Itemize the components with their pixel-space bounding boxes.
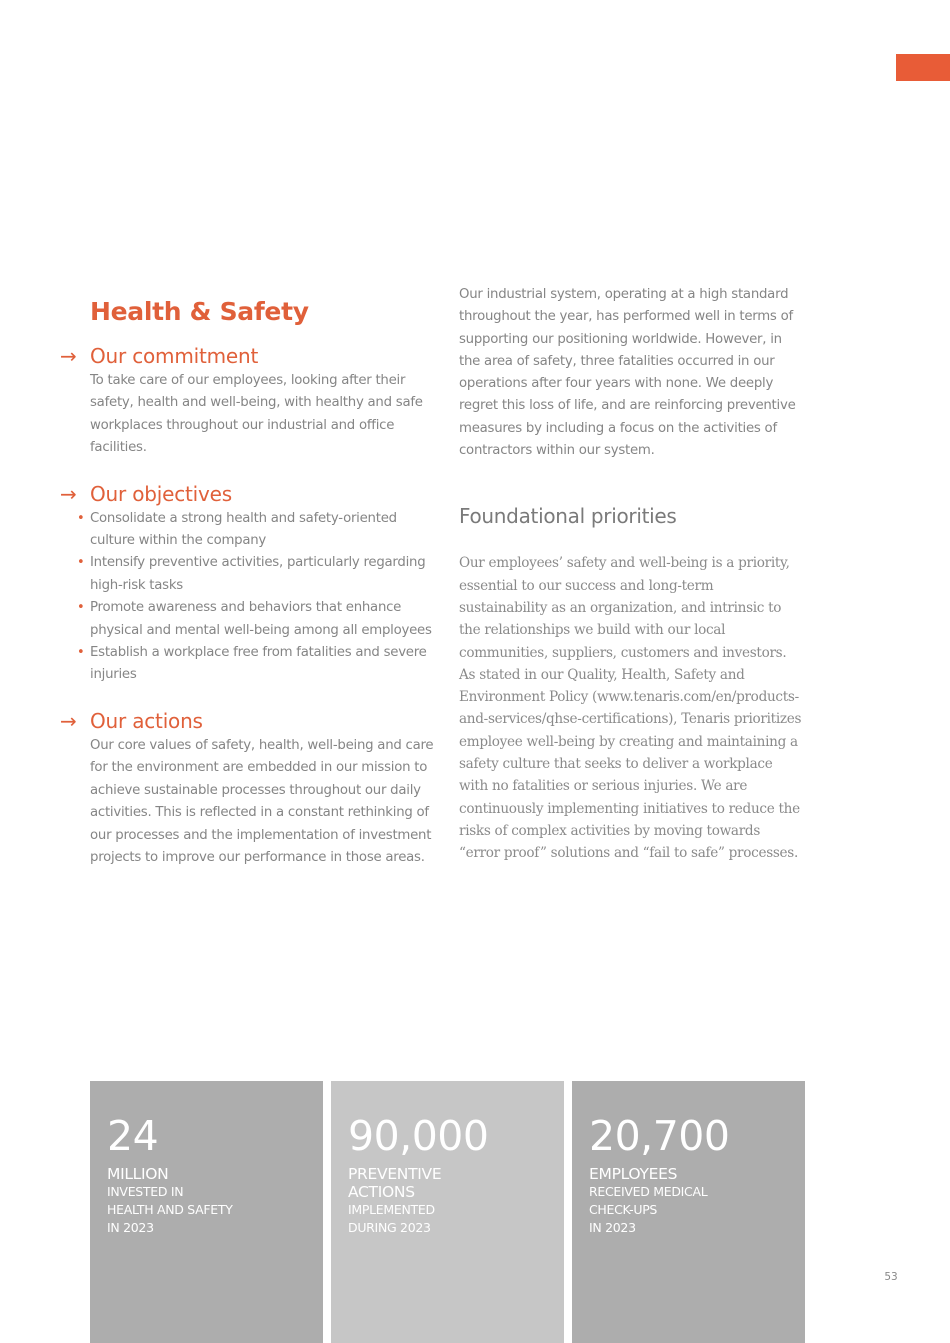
bullet-icon: • — [77, 645, 85, 661]
stat-desc-line: HEALTH AND SAFETY — [107, 1202, 233, 1217]
arrow-right-icon: → — [60, 344, 77, 368]
commitment-heading-label: Our commitment — [90, 344, 259, 368]
actions-section — [60, 707, 440, 869]
arrow-right-icon: → — [60, 481, 77, 506]
page-title: Health & Safety — [90, 297, 309, 326]
bullet-icon: • — [77, 555, 85, 571]
arrow-right-icon: → — [60, 708, 77, 733]
actions-heading-label: Our actions — [90, 708, 203, 733]
stats-row — [90, 1081, 805, 1343]
stat-card-medical-checkups — [572, 1081, 805, 1343]
stat-desc-line: IN 2023 — [589, 1220, 636, 1235]
stat-value: 20,700 — [589, 1112, 730, 1160]
intro-paragraph: Our industrial system, operating at a high standard throughout the year, has performed well in terms of supporting our positioning worldwide. However, in the area of safety, three fatalities occurred in our operations after four years with none. We deeply regret this loss of life, and are reinforcing preventive measures by including a focus on the activities of contractors within our system. — [459, 287, 796, 459]
stat-desc-line: INVESTED IN — [107, 1184, 184, 1199]
commitment-text: To take care of our employees, looking after their safety, health and well-being, with healthy and safe workplaces throughout our industrial and office facilities. — [90, 373, 423, 456]
page-number: 53 — [884, 1271, 898, 1283]
objectives-heading-label: Our objectives — [90, 481, 232, 506]
stat-value: 24 — [107, 1112, 159, 1160]
foundational-priorities-heading: Foundational priorities — [459, 504, 677, 529]
stat-value: 90,000 — [348, 1112, 489, 1160]
objective-text: Establish a workplace free from fatalities and severe injuries — [90, 645, 427, 683]
commitment-section — [60, 342, 440, 460]
commitment-heading — [60, 342, 440, 370]
objective-item — [77, 552, 440, 597]
stat-desc-line: IN 2023 — [107, 1220, 154, 1235]
stat-desc-line: CHECK-UPS — [589, 1202, 658, 1217]
objective-text: Intensify preventive activities, particularly regarding high-risk tasks — [90, 555, 426, 593]
stat-card-investment — [90, 1081, 323, 1343]
stat-desc-line: IMPLEMENTED — [348, 1202, 435, 1217]
stat-unit: MILLION — [107, 1165, 169, 1183]
stat-card-preventive-actions — [331, 1081, 564, 1343]
actions-heading — [60, 707, 440, 735]
objectives-section — [60, 480, 440, 687]
right-column — [459, 284, 804, 865]
stat-desc-line: DURING 2023 — [348, 1220, 431, 1235]
stat-unit: ACTIONS — [348, 1183, 415, 1201]
section-tab-marker — [896, 54, 950, 81]
objective-text: Promote awareness and behaviors that enhance physical and mental well-being among all employees — [90, 600, 432, 638]
stat-unit: EMPLOYEES — [589, 1165, 678, 1183]
stat-unit: PREVENTIVE — [348, 1165, 442, 1183]
objectives-heading — [60, 480, 440, 508]
actions-text: Our core values of safety, health, well-being and care for the environment are embedded in our mission to achieve sustainable processes throughout our daily activities. This is reflected in a constant rethinking of our processes and the implementation of investment projects to improve our performance in those areas. — [90, 737, 434, 865]
left-column — [60, 294, 440, 869]
objective-item — [77, 597, 440, 642]
objectives-list — [60, 508, 440, 687]
objective-item — [77, 508, 440, 553]
bullet-icon: • — [77, 510, 85, 526]
bullet-icon: • — [77, 600, 85, 616]
objective-text: Consolidate a strong health and safety-oriented culture within the company — [90, 510, 397, 549]
foundational-priorities-text: Our employees’ safety and well-being is a priority, essential to our success and long-term sustainability as an organization, and intrinsic to the relationships we build with our local communities, suppliers, customers and investors. As stated in our Quality, Health, Safety and Environment Policy (www.tenaris.com/en/products-and-services/qhse-certifications), Tenaris prioritizes employee well-being by creating and maintaining a safety culture that seeks to deliver a workplace with no fatalities or serious injuries. We are continuously implementing initiatives to reduce the risks of complex activities by moving towards “error proof” solutions and “fail to safe” processes. — [459, 555, 802, 862]
stat-desc-line: RECEIVED MEDICAL — [589, 1184, 708, 1199]
objective-item — [77, 642, 440, 687]
